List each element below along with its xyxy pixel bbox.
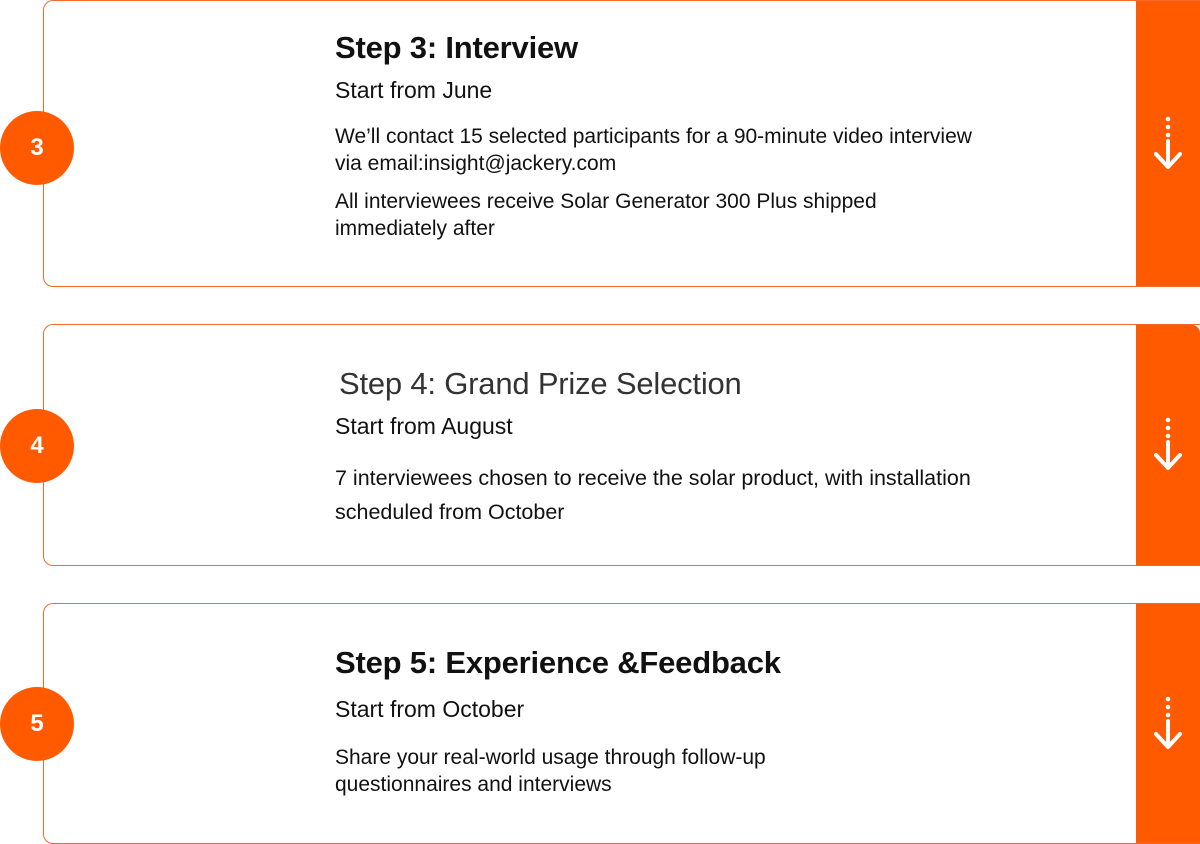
step-start-4: Start from August (335, 413, 513, 439)
step-start-3: Start from June (335, 77, 493, 103)
step-title-5: Step 5: Experience &Feedback (335, 645, 781, 680)
arrow-down-icon (1151, 417, 1185, 473)
step-description-5: Share your real-world usage through follow-up questionnaires and interviews (335, 746, 766, 796)
step-title-3: Step 3: Interview (335, 30, 578, 65)
step-number-badge-3: 3 (0, 111, 74, 185)
step-description-3b: All interviewees receive Solar Generator 300 Plus shipped immediately after (335, 190, 877, 240)
arrow-down-icon (1151, 696, 1185, 752)
step-card-5 (43, 603, 1200, 844)
step-card-4 (43, 324, 1200, 566)
step-content-4 (335, 365, 1110, 529)
step-description-4: 7 interviewees chosen to receive the solar product, with installation scheduled from October (335, 466, 971, 524)
expand-rail-3[interactable] (1136, 1, 1200, 286)
expand-rail-4[interactable] (1136, 325, 1200, 565)
expand-rail-5[interactable] (1136, 604, 1200, 843)
step-content-3 (335, 29, 1110, 242)
step-title-4: Step 4: Grand Prize Selection (339, 366, 742, 401)
step-card-3 (43, 0, 1200, 287)
step-description-3a: We’ll contact 15 selected participants for a 90-minute video interview via email:insight@jackery.com (335, 125, 972, 175)
step-number-badge-4: 4 (0, 409, 74, 483)
arrow-down-icon (1151, 116, 1185, 172)
step-content-5 (335, 644, 1110, 798)
step-start-5: Start from October (335, 696, 525, 722)
step-number-badge-5: 5 (0, 687, 74, 761)
